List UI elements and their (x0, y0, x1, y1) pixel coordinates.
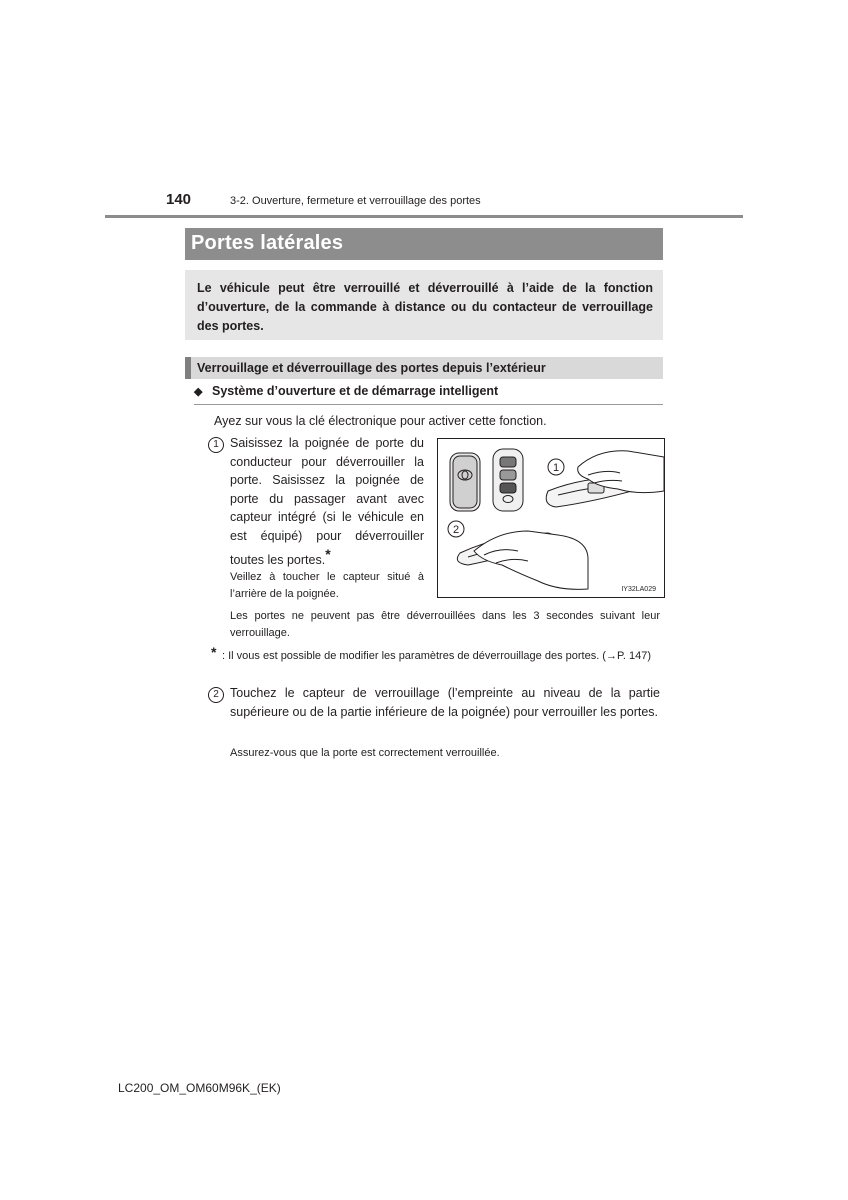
subsection-title: Verrouillage et déverrouillage des portes depuis l’extérieur (197, 361, 546, 375)
subsection-bar (185, 357, 663, 379)
step-1-note-2: Les portes ne peuvent pas être déverrouillées dans les 3 secondes suivant leur verrouillage. (230, 610, 660, 639)
step-1-note-1: Veillez à toucher le capteur situé à l’arrière de la poignée. (230, 571, 424, 600)
footnote-mark: * (211, 644, 217, 660)
diamond-icon: ◆ (194, 386, 203, 398)
system-heading (194, 384, 498, 398)
running-header: 3-2. Ouverture, fermeture et verrouillage des portes (230, 195, 481, 207)
instruction-text: Ayez sur vous la clé électronique pour activer cette fonction. (214, 414, 547, 428)
step-1-number: 1 (208, 437, 224, 453)
intro-box (185, 270, 663, 340)
hand-2 (474, 531, 588, 589)
step-2-note: Assurez-vous que la porte est correctement verrouillée. (230, 747, 500, 759)
section-title-bar (185, 228, 663, 260)
heading-rule (194, 404, 663, 405)
header-rule (105, 215, 743, 218)
step-2-number: 2 (208, 687, 224, 703)
footer-code: LC200_OM_OM60M96K_(EK) (118, 1081, 281, 1095)
subsection-accent (185, 357, 191, 379)
illustration-figure (437, 438, 665, 598)
smart-key-fob-2 (493, 449, 523, 511)
step-1-text (230, 434, 424, 570)
callout-2-label: 2 (452, 524, 460, 536)
system-heading-text: Système d’ouverture et de démarrage intelligent (212, 384, 499, 398)
page-title: Portes latérales (191, 232, 344, 254)
footnote-text: : Il vous est possible de modifier les paramètres de déverrouillage des portes. (→P. 147) (222, 650, 652, 662)
callout-1-label: 1 (552, 462, 560, 474)
intro-text: Le véhicule peut être verrouillé et déverrouillé à l’aide de la fonction d’ouverture, de la commande à distance ou du contacteur de verrouillage des portes. (197, 281, 653, 333)
asterisk-mark: * (325, 546, 331, 562)
page-number: 140 (166, 191, 192, 208)
key-and-handle-illustration (438, 439, 664, 597)
step-2-text: Touchez le capteur de verrouillage (l’empreinte au niveau de la partie supérieure ou de la partie inférieure de la poignée) pour verrouiller les portes. (230, 686, 660, 719)
figure-code: IY32LA029 (621, 586, 656, 593)
step-1-body: Saisissez la poignée de porte du conducteur pour déverrouiller la porte. Saisissez la poignée de porte du passager avant avec capteur intégré (si le véhicule en est équipé) pour déverrouiller toutes les portes. (230, 436, 424, 568)
smart-key-fob-1 (450, 453, 480, 511)
